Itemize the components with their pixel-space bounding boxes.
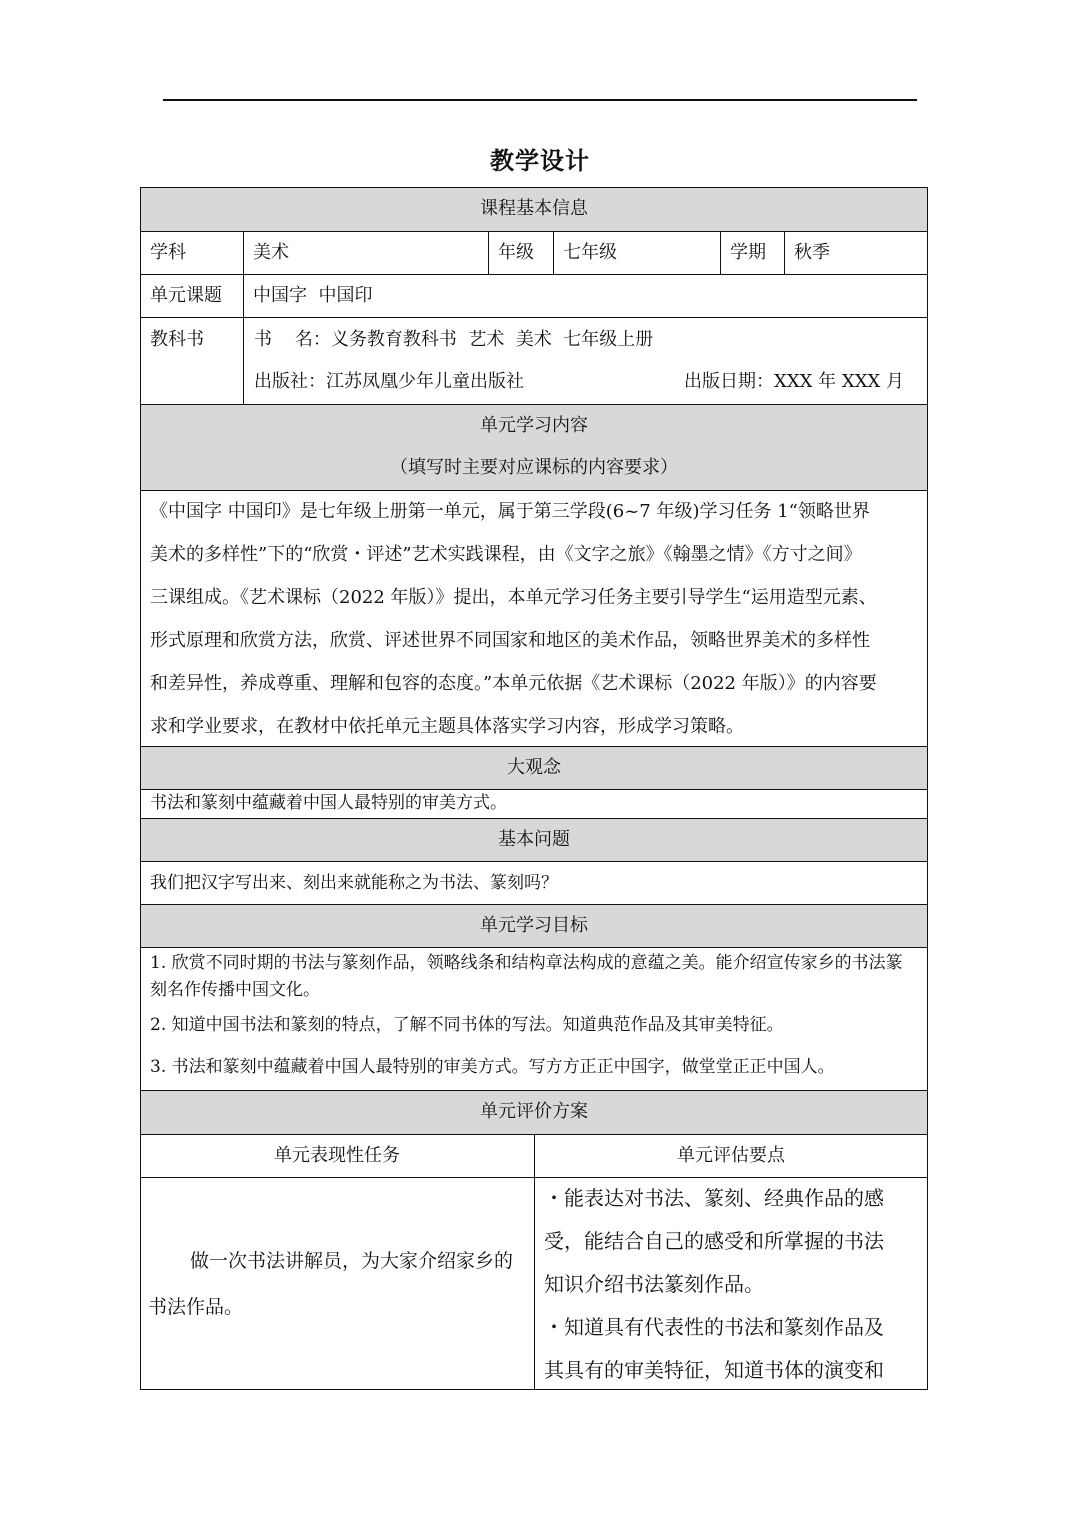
design-table xyxy=(140,187,928,1390)
evaluation-point-line: 其具有的审美特征，知道书体的演变和 xyxy=(544,1358,884,1382)
performance-task-text: 做一次书法讲解员，为大家介绍家乡的书法作品。 xyxy=(148,1250,514,1318)
page-title: 教学设计 xyxy=(490,147,590,175)
unit-topic-value: 中国字 中国印 xyxy=(253,284,373,306)
task-header: 单元表现性任务 xyxy=(274,1144,400,1166)
unit-content-line: 美术的多样性”下的“欣赏・评述”艺术实践课程，由《文字之旅》《翰墨之情》《方寸之间》 xyxy=(150,544,862,565)
evaluation-point-line: ・知道具有代表性的书法和篆刻作品及 xyxy=(544,1315,884,1339)
term-label: 学期 xyxy=(730,241,766,263)
subject-value: 美术 xyxy=(253,241,289,263)
section-big-idea: 大观念 xyxy=(140,746,928,789)
section-unit-goals: 单元学习目标 xyxy=(140,904,928,947)
section-basic-info: 课程基本信息 xyxy=(140,187,928,231)
grade-value: 七年级 xyxy=(563,241,617,263)
section-unit-content-title: 单元学习内容 xyxy=(480,415,588,436)
unit-content-line: 三课组成。《艺术课标（2022 年版）》提出，本单元学习任务主要引导学生“运用造型元素、 xyxy=(150,587,877,608)
textbook-label: 教科书 xyxy=(150,329,204,350)
textbook-publisher: 出版社：江苏凤凰少年儿童出版社 xyxy=(254,371,524,392)
evaluation-point-line: 受，能结合自己的感受和所掌握的书法 xyxy=(544,1229,884,1253)
section-evaluation-plan: 单元评价方案 xyxy=(140,1090,928,1134)
grade-label: 年级 xyxy=(498,241,534,263)
textbook-name: 书 名：义务教育教科书 艺术 美术 七年级上册 xyxy=(254,329,654,350)
evaluation-point-line: ・能表达对书法、篆刻、经典作品的感 xyxy=(544,1186,884,1210)
textbook-publish-date: 出版日期：XXX 年 XXX 月 xyxy=(684,371,905,392)
header-rule xyxy=(163,99,917,101)
section-unit-content-note: （填写时主要对应课标的内容要求） xyxy=(390,457,678,478)
subject-label: 学科 xyxy=(150,241,186,263)
term-value: 秋季 xyxy=(794,241,830,263)
unit-content-line: 《中国字 中国印》是七年级上册第一单元，属于第三学段(6~7 年级)学习任务 1“领略世界 xyxy=(150,501,870,522)
goal-item-3: 3. 书法和篆刻中蕴藏着中国人最特别的审美方式。写方方正正中国字，做堂堂正正中国人。 xyxy=(150,1057,835,1077)
big-idea-text: 书法和篆刻中蕴藏着中国人最特别的审美方式。 xyxy=(150,793,507,813)
evaluation-point-line: 知识介绍书法篆刻作品。 xyxy=(544,1272,764,1296)
points-header: 单元评估要点 xyxy=(677,1144,785,1166)
unit-topic-label: 单元课题 xyxy=(150,284,222,306)
unit-content-line: 和差异性，养成尊重、理解和包容的态度。”本单元依据《艺术课标（2022 年版）》的内容要 xyxy=(150,673,877,694)
unit-content-line: 形式原理和欣赏方法，欣赏、评述世界不同国家和地区的美术作品，领略世界美术的多样性 xyxy=(150,630,870,651)
table-border xyxy=(140,187,928,1390)
unit-content-line: 求和学业要求，在教材中依托单元主题具体落实学习内容，形成学习策略。 xyxy=(150,716,744,737)
basic-question-text: 我们把汉字写出来、刻出来就能称之为书法、篆刻吗？ xyxy=(150,873,558,893)
section-basic-question: 基本问题 xyxy=(140,818,928,861)
goal-item-1: 1. 欣赏不同时期的书法与篆刻作品，领略线条和结构章法构成的意蕴之美。能介绍宣传家乡的书法篆刻名作传播中国文化。 xyxy=(150,953,903,1000)
goal-item-2: 2. 知道中国书法和篆刻的特点，了解不同书体的写法。知道典范作品及其审美特征。 xyxy=(150,1015,784,1035)
